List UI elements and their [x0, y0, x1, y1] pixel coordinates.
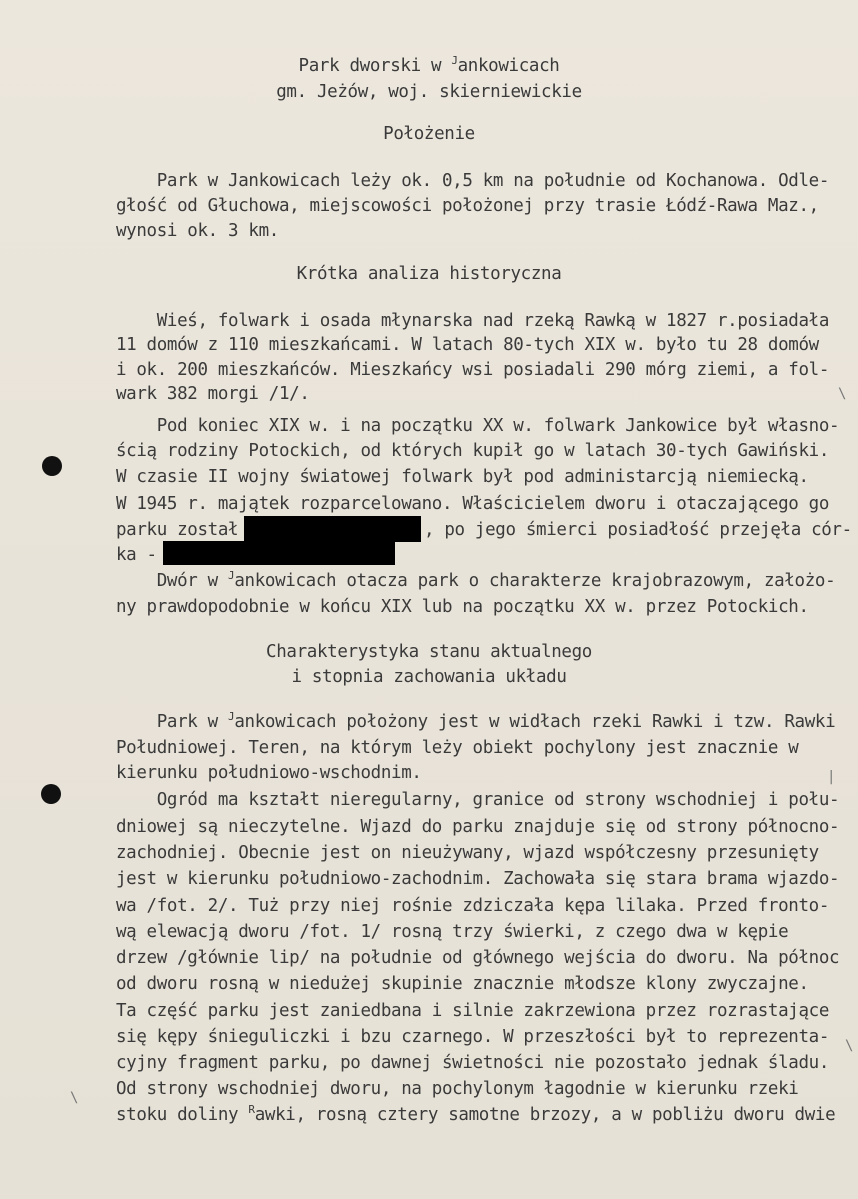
- paragraph-line: dniowej są nieczytelne. Wjazd do parku znajduje się od strony północno-: [116, 817, 840, 837]
- section-heading-state-1: Charakterystyka stanu aktualnego: [266, 642, 592, 662]
- paragraph-line: drzew /głównie lip/ na południe od głównego wejścia do dworu. Na północ: [116, 948, 840, 968]
- section-heading-location: Położenie: [383, 124, 475, 144]
- paragraph-line: Pod koniec XIX w. i na początku XX w. folwark Jankowice był własno-: [116, 416, 840, 436]
- paragraph-line: stoku doliny $^R$awki, rosną cztery samotne brzozy, a w pobliżu dworu dwie: [116, 1103, 836, 1125]
- paragraph-line: ścią rodziny Potockich, od których kupił go w latach 30-tych Gawiński.: [116, 441, 830, 461]
- paragraph-line: W czasie II wojny światowej folwark był pod administarcją niemiecką.: [116, 467, 809, 487]
- paragraph-line: wą elewacją dworu /fot. 1/ rosną trzy świerki, z czego dwa w kępie: [116, 922, 789, 942]
- paragraph-line: Ogród ma kształt nieregularny, granice od strony wschodniej i połu-: [116, 790, 840, 810]
- paragraph-line-redacted-2: ka -: [116, 545, 157, 565]
- margin-mark: |: [827, 769, 836, 785]
- redaction-bar: [163, 541, 395, 565]
- paragraph-line: wa /fot. 2/. Tuż przy niej rośnie zdziczała kępa lilaka. Przed fronto-: [116, 896, 830, 916]
- section-heading-history: Krótka analiza historyczna: [296, 264, 562, 284]
- margin-mark: \: [845, 1038, 854, 1054]
- paragraph-line: wark 382 morgi /1/.: [116, 384, 310, 404]
- paragraph-line: Południowej. Teren, na którym leży obiekt pochylony jest znacznie w: [116, 738, 799, 758]
- paragraph-line: jest w kierunku południowo-zachodnim. Zachowała się stara brama wjazdo-: [116, 869, 840, 889]
- punch-hole: [41, 784, 61, 804]
- paragraph-line: cyjny fragment parku, po dawnej świetności nie pozostało jednak śladu.: [116, 1053, 830, 1073]
- margin-mark: \: [838, 386, 847, 402]
- paragraph-line: 11 domów z 110 mieszkańcami. W latach 80-tych XIX w. było tu 28 domów: [116, 335, 819, 355]
- paragraph-line: zachodniej. Obecnie jest on nieużywany, wjazd współczesny przesunięty: [116, 843, 819, 863]
- paragraph-line: Park w $^J$ankowicach położony jest w widłach rzeki Rawki i tzw. Rawki: [116, 710, 836, 732]
- paragraph-line: i ok. 200 mieszkańców. Mieszkańcy wsi posiadali 290 mórg ziemi, a fol-: [116, 360, 830, 380]
- paragraph-line: Park w Jankowicach leży ok. 0,5 km na południe od Kochanowa. Odle-: [116, 171, 830, 191]
- margin-mark: \: [70, 1090, 79, 1106]
- paragraph-line: głość od Głuchowa, miejscowości położonej przy trasie Łódź-Rawa Maz.,: [116, 196, 819, 216]
- paragraph-line: Od strony wschodniej dworu, na pochylonym łagodnie w kierunku rzeki: [116, 1079, 799, 1099]
- paragraph-line: Wieś, folwark i osada młynarska nad rzeką Rawką w 1827 r.posiadała: [116, 311, 830, 331]
- document-subtitle: gm. Jeżów, woj. skierniewickie: [276, 82, 582, 102]
- paragraph-line: Ta część parku jest zaniedbana i silnie zakrzewiona przez rozrastające: [116, 1001, 830, 1021]
- paragraph-line-redacted-1: parku został: [116, 520, 239, 540]
- paragraph-line: od dworu rosną w niedużej skupinie znacznie młodsze klony zwyczajne.: [116, 974, 809, 994]
- paragraph-line: ny prawdopodobnie w końcu XIX lub na początku XX w. przez Potockich.: [116, 597, 809, 617]
- paragraph-line-fragment: , po jego śmierci posiadłość przejęła cór-: [424, 520, 852, 540]
- paragraph-line: W 1945 r. majątek rozparcelowano. Właścicielem dworu i otaczającego go: [116, 494, 830, 514]
- paragraph-line: się kępy śnieguliczki i bzu czarnego. W przeszłości był to reprezenta-: [116, 1027, 830, 1047]
- punch-hole: [42, 456, 62, 476]
- redaction-bar: [244, 516, 421, 542]
- section-heading-state-2: i stopnia zachowania układu: [291, 667, 567, 687]
- paragraph-line: wynosi ok. 3 km.: [116, 221, 279, 241]
- paragraph-line: kierunku południowo-wschodnim.: [116, 763, 422, 783]
- paragraph-line: Dwór w $^J$ankowicach otacza park o charakterze krajobrazowym, założo-: [116, 569, 836, 591]
- document-title: Park dworski w $^J$ankowicach: [298, 54, 560, 76]
